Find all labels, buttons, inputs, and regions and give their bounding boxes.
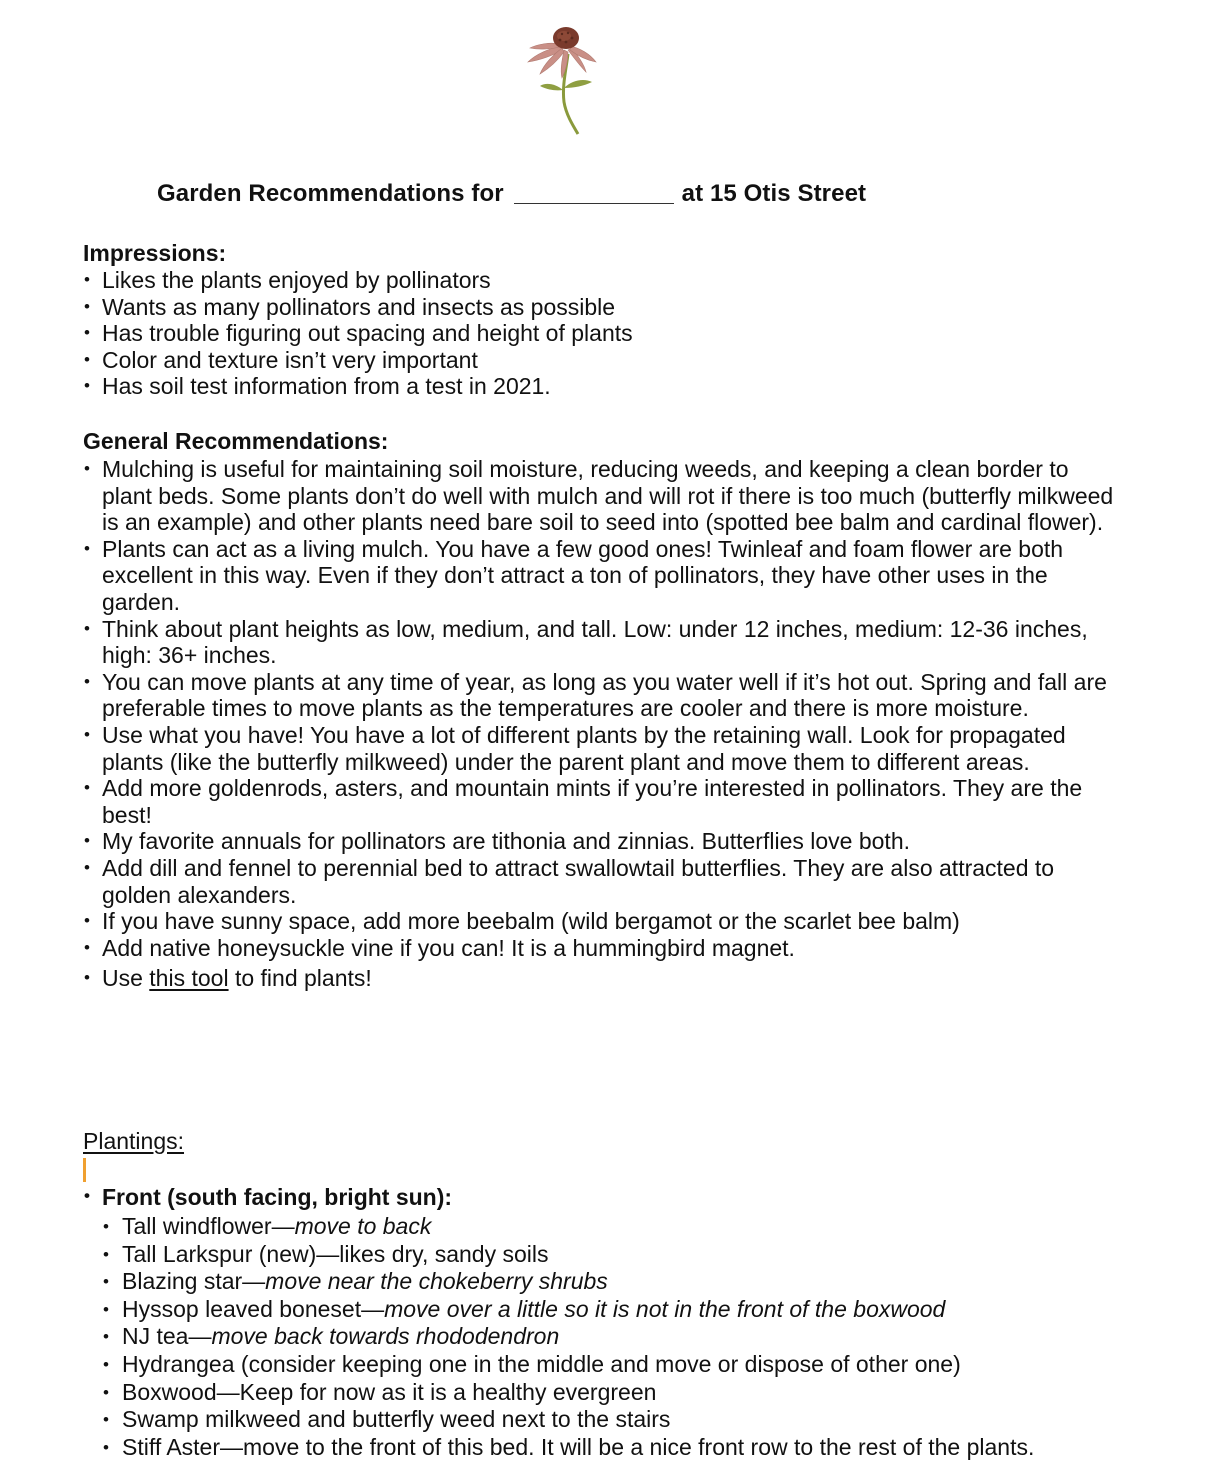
this-tool-link[interactable]: this tool xyxy=(149,965,229,992)
plant-note: move back towards rhododendron xyxy=(211,1323,560,1350)
general-recommendations-heading: General Recommendations: xyxy=(83,428,389,454)
planting-item: • Tall windflower—move to back xyxy=(102,1213,1182,1241)
planting-item: • Blazing star—move near the chokeberry shrubs xyxy=(102,1268,1182,1296)
list-item: • Has trouble figuring out spacing and height of plants xyxy=(83,320,1123,347)
list-item: • Add native honeysuckle vine if you can! It is a hummingbird magnet. xyxy=(83,935,1123,962)
plant-note: move near the chokeberry shrubs xyxy=(265,1268,608,1295)
plant-note: likes dry, sandy soils xyxy=(339,1240,549,1267)
plant-name: Boxwood xyxy=(122,1378,217,1405)
text-cursor xyxy=(83,1158,86,1182)
list-item: • Use what you have! You have a lot of different plants by the retaining wall. Look for propagated plants (like the butterfly milkweed) under the parent plant and move them to different areas. xyxy=(83,722,1123,775)
impressions-list xyxy=(83,267,1123,400)
planting-item: • Boxwood—Keep for now as it is a healthy evergreen xyxy=(102,1379,1182,1407)
list-item: • Add more goldenrods, asters, and mountain mints if you’re interested in pollinators. They are the best! xyxy=(83,775,1123,828)
planting-item: • NJ tea—move back towards rhododendron xyxy=(102,1323,1182,1351)
general-recommendations-list xyxy=(83,456,1123,992)
plant-name: Blazing star xyxy=(122,1268,243,1295)
front-plantings-list xyxy=(102,1213,1182,1461)
list-item: • My favorite annuals for pollinators are tithonia and zinnias. Butterflies love both. xyxy=(83,828,1123,855)
planting-item: • Stiff Aster—move to the front of this bed. It will be a nice front row to the rest of the plants. xyxy=(102,1434,1182,1462)
plant-name: Stiff Aster xyxy=(122,1433,221,1460)
plant-note: Keep for now as it is a healthy evergreen xyxy=(239,1378,657,1405)
impressions-heading: Impressions: xyxy=(83,240,227,266)
list-item: • Add dill and fennel to perennial bed to attract swallowtail butterflies. They are also attracted to golden alexanders. xyxy=(83,855,1123,908)
plant-note: move to back xyxy=(294,1213,432,1239)
list-item: • Likes the plants enjoyed by pollinators xyxy=(83,267,1123,294)
planting-item xyxy=(102,1351,1182,1379)
list-item: • Think about plant heights as low, medium, and tall. Low: under 12 inches, medium: 12-36 inches, high: 36+ inches. xyxy=(83,616,1123,669)
plant-name: Hydrangea (consider keeping one in the middle and move or dispose of other one) xyxy=(122,1350,961,1377)
coneflower-icon xyxy=(522,18,600,138)
tool-text-before: Use xyxy=(102,965,150,992)
plant-name: Tall windflower xyxy=(122,1213,272,1239)
planting-item: • Hyssop leaved boneset—move over a little so it is not in the front of the boxwood xyxy=(102,1296,1182,1324)
list-item: • Plants can act as a living mulch. You have a few good ones! Twinleaf and foam flower are both excellent in this way. Even if they don’t attract a ton of pollinators, they have other uses in the garden. xyxy=(83,536,1123,616)
title-suffix: at 15 Otis Street xyxy=(681,180,867,207)
list-item-tool xyxy=(83,965,1123,992)
name-blank-line xyxy=(514,181,674,204)
plant-note: move over a little so it is not in the front of the boxwood xyxy=(384,1295,946,1322)
front-section-heading: • Front (south facing, bright sun): xyxy=(83,1184,452,1211)
title-prefix: Garden Recommendations for xyxy=(157,180,504,207)
plant-note: move to the front of this bed. It will be a nice front row to the rest of the plants. xyxy=(243,1433,1035,1460)
plant-name: Tall Larkspur (new) xyxy=(122,1240,317,1267)
list-item: • You can move plants at any time of year, as long as you water well if it’s hot out. Spring and fall are preferable times to move plants as the temperatures are cooler and there is more moisture. xyxy=(83,669,1123,722)
list-item: • Has soil test information from a test in 2021. xyxy=(83,373,1123,400)
plant-name: Swamp milkweed and butterfly weed next to the stairs xyxy=(122,1406,671,1433)
planting-item: • Tall Larkspur (new)—likes dry, sandy soils xyxy=(102,1241,1182,1269)
list-item: • Mulching is useful for maintaining soil moisture, reducing weeds, and keeping a clean border to plant beds. Some plants don’t do well with mulch and will rot if there is too much (butterfly milkweed is an example) and other plants need bare soil to seed into (spotted bee balm and cardinal flower). xyxy=(83,456,1123,536)
page-title xyxy=(157,180,866,208)
plant-name: Hyssop leaved boneset xyxy=(122,1295,362,1322)
list-item: • Wants as many pollinators and insects as possible xyxy=(83,294,1123,321)
plantings-heading: Plantings: xyxy=(83,1128,185,1154)
planting-item xyxy=(102,1406,1182,1434)
list-item: • Color and texture isn’t very important xyxy=(83,347,1123,374)
list-item: • If you have sunny space, add more beebalm (wild bergamot or the scarlet bee balm) xyxy=(83,908,1123,935)
tool-text-after: to find plants! xyxy=(228,965,372,992)
plant-name: NJ tea xyxy=(122,1323,189,1350)
